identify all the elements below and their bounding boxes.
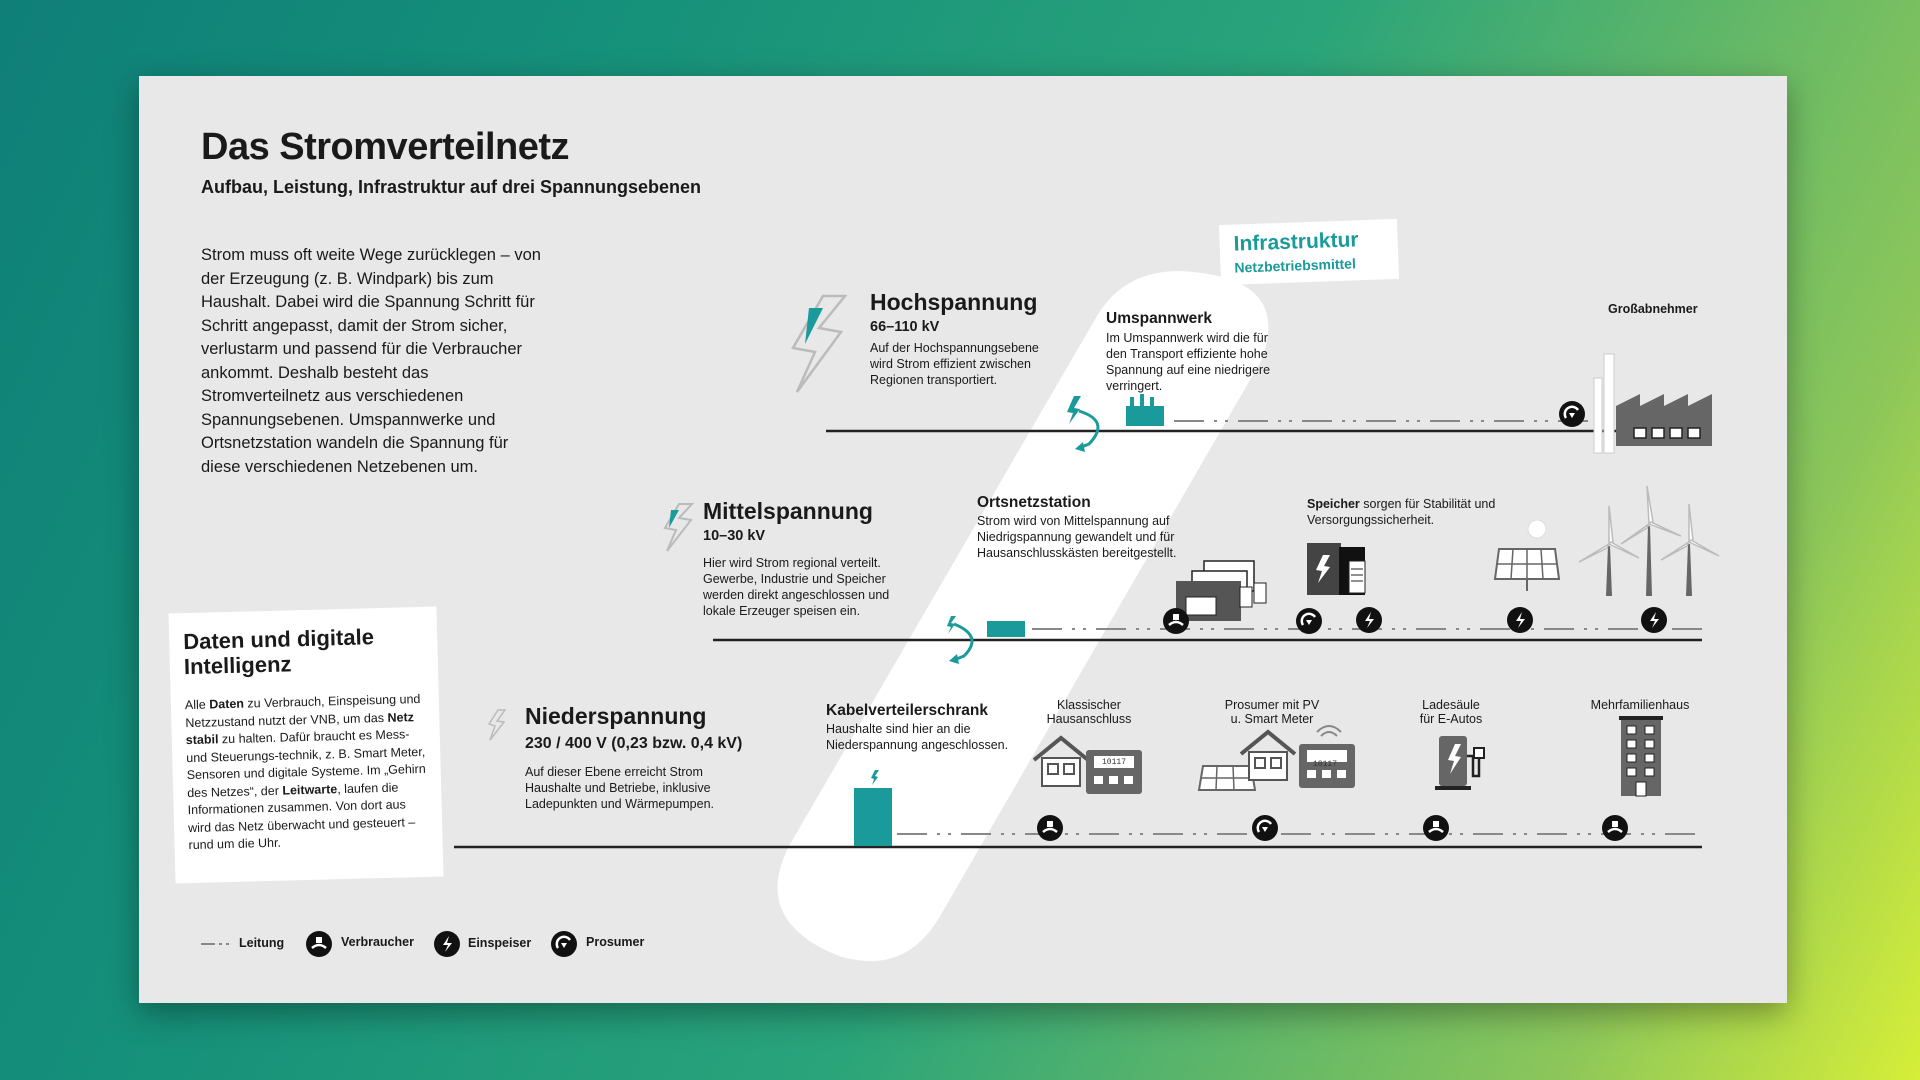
apartment-building-icon [1619,716,1663,796]
battery-storage-icon [1307,543,1365,595]
meter-readout: 10117 [1312,760,1337,769]
page-title: Das Stromverteilnetz [201,126,570,168]
prosumer-symbol-icon [1296,608,1322,634]
industry-buildings-icon [1176,561,1266,621]
prosumer-symbol-icon [1559,401,1585,427]
infographic-card [139,76,1787,1003]
solar-panel-icon [1495,520,1559,591]
meter-readout: 10117 [1101,758,1126,767]
hochspannung-title: Hochspannung [870,289,1038,315]
label-ladesaeule: Ladesäule für E-Autos [1419,698,1483,726]
daten-box [169,607,444,884]
page-subtitle: Aufbau, Leistung, Infrastruktur auf drei Spannungsebenen [201,177,702,197]
daten-title: Daten und digitale Intelligenz [182,624,375,680]
ortsnetzstation-title: Ortsnetzstation [977,494,1091,511]
verbraucher-symbol-icon [1163,608,1189,634]
legend-prosumer: Prosumer [586,935,645,949]
intro-text: Strom muss oft weite Wege zurücklegen – von der Erzeugung (z. B. Windpark) bis zum Haushalt. Dabei wird die Spannung Schritt für Schritt angepasst, damit der Strom sicher, verlustarm und passend für die Verbraucher ankommt. Deshalb besteht das Stromverteilnetz aus verschiedenen Spannungsebenen. Umspannwerke und Ortsnetzstation wandeln die Spannung für diese verschiedenen Netzebenen um. [201,246,541,476]
mittelspannung-title: Mittelspannung [703,498,873,524]
niederspannung-text: Auf dieser Ebene erreicht Strom Haushalte und Betriebe, inklusive Ladepunkten und Wärmepumpen. [525,765,715,811]
umspannwerk-title: Umspannwerk [1106,310,1212,327]
kabelverteiler-text: Haushalte sind hier an die Niederspannung angeschlossen. [826,722,1009,752]
lightning-medium-icon [665,504,692,551]
umspannwerk-text: Im Umspannwerk wird die für den Transport effiziente hohe Spannung auf eine niedrigere verringert. [1106,331,1271,393]
verbraucher-symbol-icon [1037,815,1063,841]
charging-station-icon [1435,736,1484,790]
niederspannung-title: Niederspannung [525,703,707,729]
legend-leitung: Leitung [239,936,285,950]
hochspannung-range: 66–110 kV [870,319,940,335]
infrastruktur-title: Infrastruktur [1233,228,1359,256]
mittelspannung-text: Hier wird Strom regional verteilt. Gewerbe, Industrie und Speicher werden direkt angeschlossen und lokale Erzeuger speisen ein. [703,556,890,618]
grossabnehmer-label: Großabnehmer [1608,302,1698,316]
legend-einspeiser: Einspeiser [468,936,532,950]
kabelverteiler-title: Kabelverteilerschrank [826,702,988,719]
daten-text: Alle Daten zu Verbrauch, Einspeisung und Netzzustand nutzt der VNB, um das Netz stabil zu halten. Dafür braucht es Mess- und Steuerungs-technik, z. B. Smart Meter, Sensoren und digitale Systeme. Im „Gehirn des Netzes“, der Leitwarte, laufen die Informationen zusammen. Von dort aus wird das Netz überwacht und gesteuert – rund um die Uhr. [184,691,426,853]
label-mehrfamilienhaus: Mehrfamilienhaus [1590,698,1690,712]
label-prosumer-pv: Prosumer mit PV u. Smart Meter [1224,698,1320,726]
speicher-text: Speicher sorgen für Stabilität und Versorgungssicherheit. [1307,497,1496,527]
einspeiser-symbol-icon [1641,607,1667,633]
verbraucher-symbol-icon [1602,815,1628,841]
wind-turbines-icon [1579,486,1719,596]
speicher-bold: Speicher [1307,497,1360,511]
lightning-small-icon [489,710,505,740]
prosumer-house-icon [1199,726,1355,790]
infrastruktur-label [1219,219,1399,285]
niederspannung-range: 230 / 400 V (0,23 bzw. 0,4 kV) [525,735,743,752]
einspeiser-symbol-icon [1507,607,1533,633]
infrastruktur-subtitle: Netzbetriebsmittel [1234,255,1357,276]
factory-icon [1594,354,1712,453]
mittelspannung-range: 10–30 kV [703,528,766,544]
label-klassischer-hausanschluss: Klassischer Hausanschluss [1046,698,1132,726]
ortsnetzstation-text: Strom wird von Mittelspannung auf Niedrigspannung gewandelt und für Hausanschlusskästen bereitgestellt. [977,514,1177,560]
einspeiser-symbol-icon [1356,607,1382,633]
verbraucher-symbol-icon [1423,815,1449,841]
hochspannung-text: Auf der Hochspannungsebene wird Strom effizient zwischen Regionen transportiert. [870,341,1039,387]
legend-verbraucher: Verbraucher [341,935,414,949]
prosumer-symbol-icon [1252,815,1278,841]
